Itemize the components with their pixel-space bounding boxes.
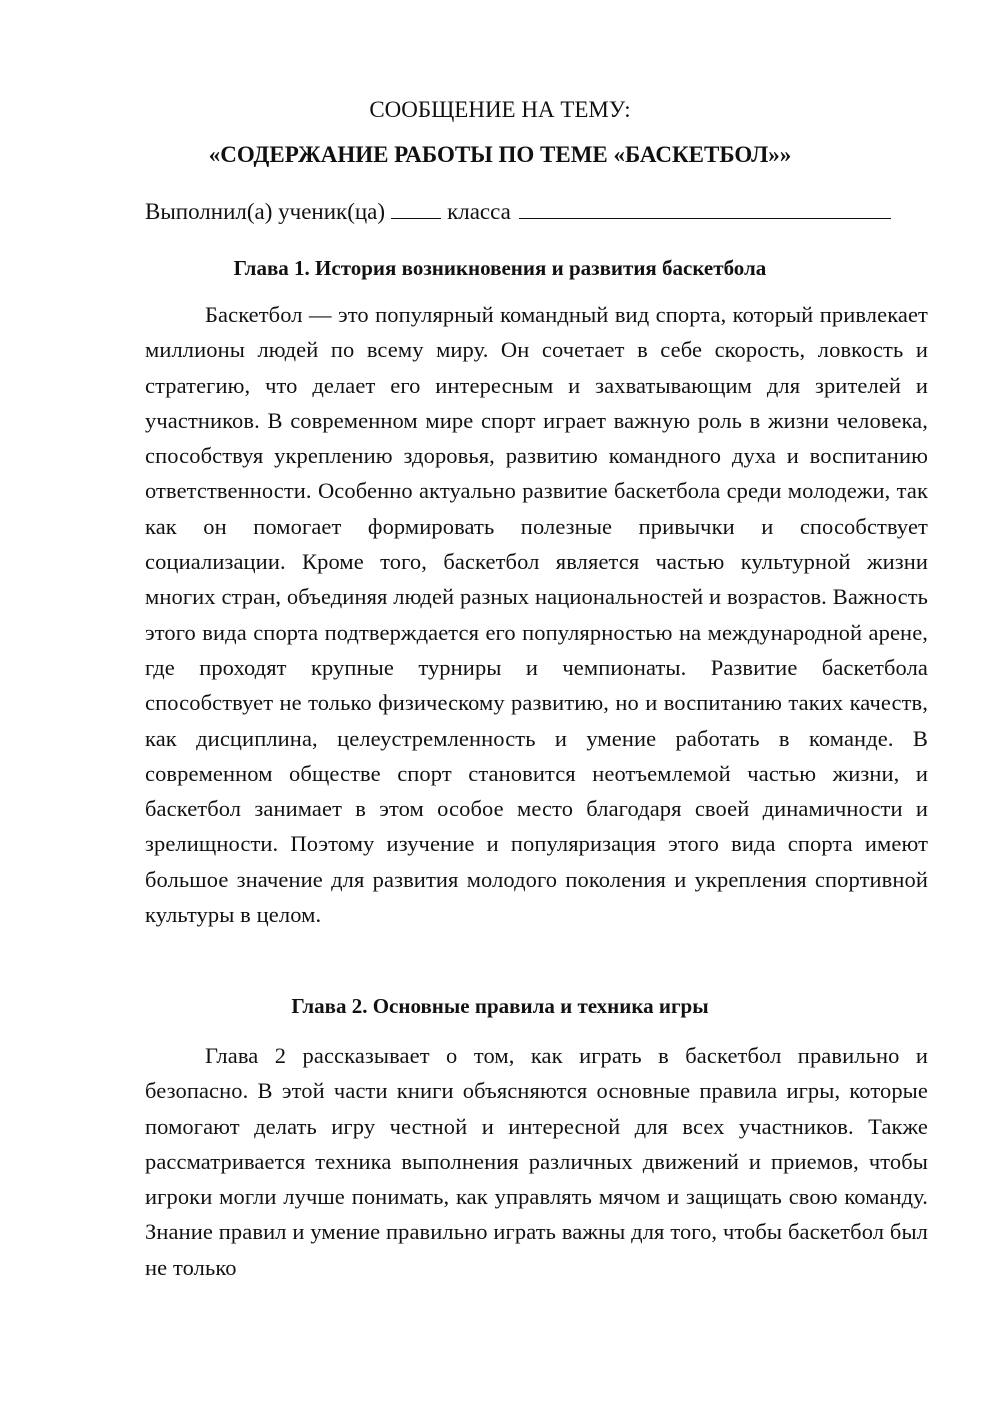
performed-by-label: Выполнил(а) ученик(ца)	[145, 199, 386, 224]
chapter-2-heading: Глава 2. Основные правила и техника игры	[291, 994, 709, 1018]
document-title-line-2: «СОДЕРЖАНИЕ РАБОТЫ ПО ТЕМЕ «БАСКЕТБОЛ»»	[208, 142, 792, 167]
class-number-blank	[391, 196, 441, 219]
document-title-line-1: СООБЩЕНИЕ НА ТЕМУ:	[369, 97, 631, 122]
chapter-2-text: Глава 2 рассказывает о том, как играть в баскетбол правильно и безопасно. В этой части книги объясняются основные правила игры, которые помогают делать игру честной и интересной для всех участников. Также рассматривается техника выполнения различных движений и приемов, чтобы игроки могли лучше понимать, как управлять мячом и защищать свою команду. Знание правил и умение правильно играть важны для того, чтобы баскетбол был не только	[145, 1043, 928, 1280]
author-line	[145, 196, 935, 227]
class-name-blank	[519, 196, 891, 219]
chapter-1-heading: Глава 1. История возникновения и развития баскетбола	[233, 256, 767, 280]
chapter-1-text: Баскетбол — это популярный командный вид спорта, который привлекает миллионы людей по всему миру. Он сочетает в себе скорость, ловкость и стратегию, что делает его интересным и захватывающим для зрителей и участников. В современном мире спорт играет важную роль в жизни человека, способствуя укреплению здоровья, развитию командного духа и воспитанию ответственности. Особенно актуально развитие баскетбола среди молодежи, так как он помогает формировать полезные привычки и способствует социализации. Кроме того, баскетбол является частью культурной жизни многих стран, объединяя людей разных национальностей и возрастов. Важность этого вида спорта подтверждается его популярностью на международной арене, где проходят крупные турниры и чемпионаты. Развитие баскетбола способствует не только физическому развитию, но и воспитанию таких качеств, как дисциплина, целеустремленность и умение работать в команде. В современном обществе спорт становится неотъемлемой частью жизни, и баскетбол занимает в этом особое место благодаря своей динамичности и зрелищности. Поэтому изучение и популяризация этого вида спорта имеют большое значение для развития молодого поколения и укрепления спортивной культуры в целом.	[145, 302, 928, 928]
class-label: класса	[447, 199, 511, 224]
